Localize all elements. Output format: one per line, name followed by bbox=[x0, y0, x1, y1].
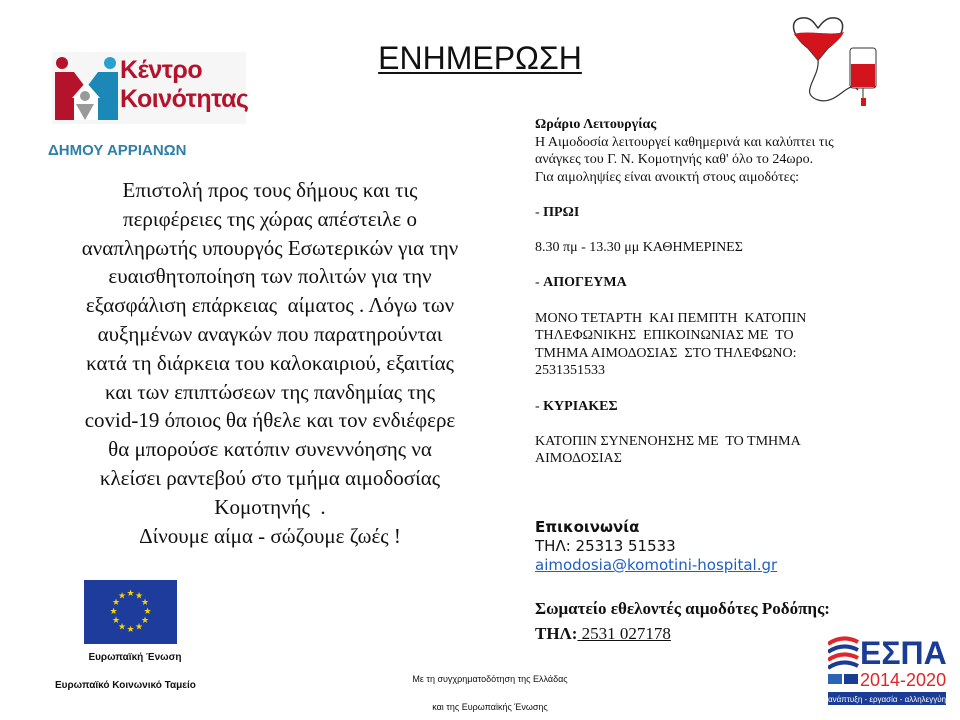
afternoon-text: ΜΟΝΟ ΤΕΤΑΡΤΗ ΚΑΙ ΠΕΜΠΤΗ ΚΑΤΟΠΙΝ bbox=[535, 310, 807, 326]
schedule-heading: Ωράριο Λειτουργίας bbox=[535, 117, 657, 132]
sunday-label: ΚΥΡΙΑΚΕΣ bbox=[543, 398, 618, 414]
letter-line: και των επιπτώσεων της πανδημίας της bbox=[104, 379, 436, 404]
logo-line1: Κέντρο bbox=[120, 56, 203, 84]
letter-line: covid-19 όποιος θα ήθελε και τον ενδιέφερε bbox=[84, 408, 456, 433]
letter-line: περιφέρειες της χώρας απέστειλε ο bbox=[123, 206, 417, 231]
svg-text:★: ★ bbox=[111, 615, 121, 625]
blood-donation-icon bbox=[778, 8, 898, 108]
espa-slogan: ανάπτυξη - εργασία - αλληλεγγύη bbox=[828, 695, 947, 704]
morning-hours: 8.30 πμ - 13.30 μμ ΚΑΘΗΜΕΡΙΝΕΣ bbox=[535, 240, 743, 256]
svg-text:★: ★ bbox=[126, 588, 135, 598]
letter-line: θα μπορούσε κατόπιν συνεννόησης να bbox=[108, 437, 432, 462]
title-text: ΕΝΗΜΕΡΩΣΗ bbox=[378, 40, 582, 76]
eu-label: Ευρωπαϊκή Ένωση bbox=[88, 652, 182, 663]
svg-text:★: ★ bbox=[140, 597, 150, 607]
schedule-section bbox=[535, 116, 834, 468]
svg-text:★: ★ bbox=[143, 606, 152, 616]
letter-paragraph bbox=[60, 176, 480, 550]
slogan-line: Δίνουμε αίμα - σώζουμε ζωές ! bbox=[139, 523, 401, 548]
schedule-intro: Η Αιμοδοσία λειτουργεί καθημερινά και καλύπτει τις bbox=[535, 134, 834, 150]
club-name: Σωματείο εθελοντές αιμοδότες Ροδόπης: bbox=[535, 599, 830, 618]
municipality-name: ΔΗΜΟΥ ΑΡΡΙΑΝΩΝ bbox=[48, 142, 187, 159]
letter-line: κατά τη διάρκεια του καλοκαιριού, εξαιτίας bbox=[86, 350, 454, 375]
sunday-heading: - ΚΥΡΙΑΚΕΣ bbox=[535, 398, 618, 414]
svg-text:★: ★ bbox=[126, 624, 135, 634]
espa-years: 2014-2020 bbox=[860, 670, 947, 690]
afternoon-phone: 2531351533 bbox=[535, 363, 605, 379]
eu-flag-icon bbox=[84, 580, 177, 644]
contact-section bbox=[535, 518, 777, 575]
afternoon-text: ΤΜΗΜΑ ΑΙΜΟΔΟΣΙΑΣ ΣΤΟ ΤΗΛΕΦΩΝΟ: bbox=[535, 345, 797, 361]
letter-line: Επιστολή προς τους δήμους και τις bbox=[122, 178, 418, 202]
logo-text bbox=[120, 56, 248, 114]
cofunding-text: και της Ευρωπαϊκής Ένωσης bbox=[432, 702, 548, 712]
letter-line: ευαισθητοποίηση των πολιτών για την bbox=[108, 264, 432, 289]
espa-logo bbox=[828, 630, 948, 712]
letter-line: Κομοτηνής . bbox=[214, 494, 326, 519]
letter-line: εξασφάλιση επάρκειας αίματος . Λόγω των bbox=[85, 293, 455, 318]
schedule-intro: ανάγκες του Γ. Ν. Κομοτηνής καθ' όλο το 24ωρο. bbox=[535, 152, 814, 168]
contact-phone: ΤΗΛ: 25313 51533 bbox=[535, 537, 676, 555]
letter-line: αυξημένων αναγκών που παρατηρούνται bbox=[97, 321, 443, 346]
svg-text:★: ★ bbox=[117, 621, 127, 632]
afternoon-text: ΤΗΛΕΦΩΝΙΚΗΣ ΕΠΙΚΟΙΝΩΝΙΑΣ ΜΕ ΤΟ bbox=[535, 328, 794, 344]
svg-text:★: ★ bbox=[111, 597, 121, 607]
family-house-icon bbox=[52, 52, 122, 124]
morning-label: ΠΡΩΙ bbox=[543, 204, 580, 220]
espa-name: ΕΣΠΑ bbox=[860, 635, 947, 671]
svg-text:★: ★ bbox=[134, 590, 144, 601]
club-phone: 2531 027178 bbox=[577, 624, 671, 643]
svg-text:★: ★ bbox=[134, 621, 144, 632]
afternoon-label: ΑΠΟΓΕΥΜΑ bbox=[543, 275, 627, 291]
schedule-intro: Για αιμοληψίες είναι ανοικτή στους αιμοδότες: bbox=[535, 169, 800, 185]
email-link[interactable]: aimodosia@komotini-hospital.gr bbox=[535, 556, 778, 574]
contact-heading: Επικοινωνία bbox=[535, 518, 640, 536]
club-phone-label: ΤΗΛ: bbox=[535, 624, 578, 643]
svg-text:★: ★ bbox=[140, 615, 150, 625]
afternoon-heading: - ΑΠΟΓΕΥΜΑ bbox=[535, 275, 627, 291]
sunday-text: ΑΙΜΟΔΟΣΙΑΣ bbox=[535, 451, 622, 467]
cofunding-text: Με τη συγχρηματοδότηση της Ελλάδας bbox=[412, 674, 568, 684]
letter-line: κλείσει ραντεβού στο τμήμα αιμοδοσίας bbox=[99, 465, 441, 490]
donor-club-section bbox=[535, 596, 830, 646]
sunday-text: ΚΑΤΟΠΙΝ ΣΥΝΕΝΟΗΣΗΣ ΜΕ ΤΟ ΤΜΗΜΑ bbox=[535, 433, 801, 449]
morning-heading: - ΠΡΩΙ bbox=[535, 204, 580, 220]
esf-label: Ευρωπαϊκό Κοινωνικό Ταμείο bbox=[55, 680, 196, 691]
svg-text:★: ★ bbox=[109, 606, 118, 616]
letter-line: αναπληρωτής υπουργός Εσωτερικών για την bbox=[81, 235, 459, 260]
logo-line2: Κοινότητας bbox=[120, 85, 249, 113]
svg-text:★: ★ bbox=[117, 590, 127, 601]
